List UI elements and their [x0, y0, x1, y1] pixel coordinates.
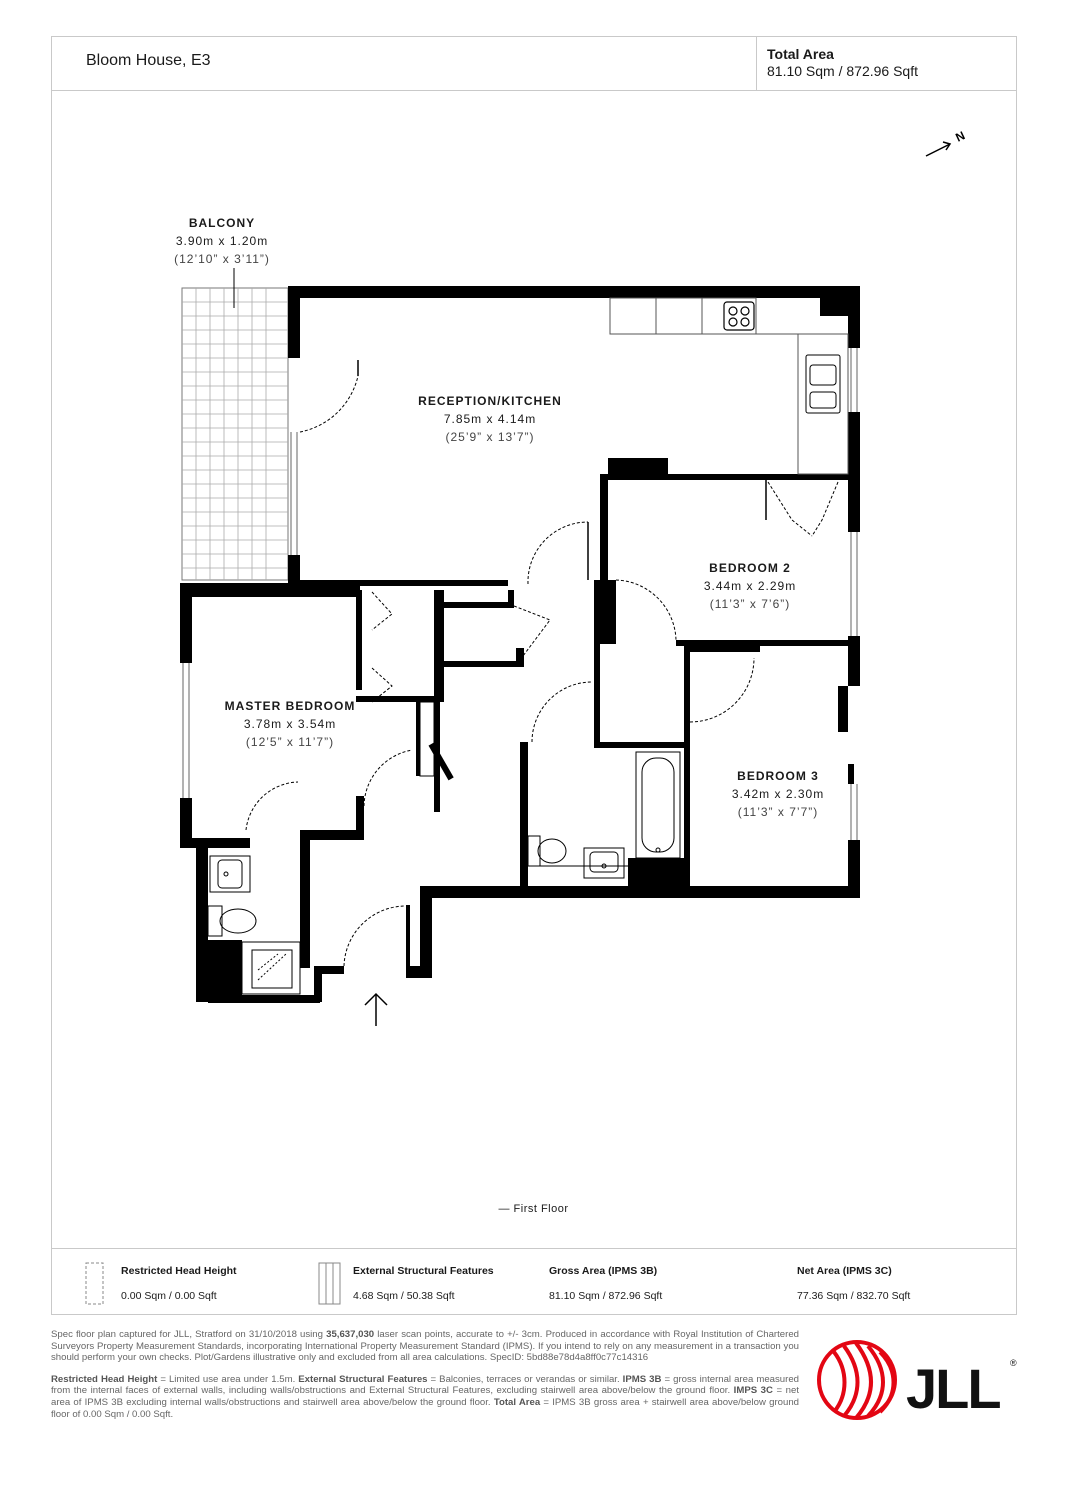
disclaimer-paragraph-1: Spec floor plan captured for JLL, Stratford on 31/10/2018 using 35,637,030 laser scan points, accurate to +/- 3cm. Produced in accordance with Royal Institution of Chartered Surveyors Property Measurement Standards, incorporating International Property Measurement Standard (IPMS). If you intend to rely on any measurement in a transaction you should perform your own checks. Plot/Gardens illustrative only and excluded from all area calculations. SpecID: 5bd88e78d4a8ff0c77c14316	[51, 1329, 799, 1364]
doors	[246, 376, 838, 966]
dashed-box-icon	[86, 1263, 103, 1304]
bedroom-3-name: BEDROOM 3	[737, 769, 819, 783]
window-box-icon	[319, 1263, 340, 1304]
master-bedroom-imperial: (12’5” x 11’7”)	[245, 735, 335, 749]
disclaimer	[51, 1329, 799, 1430]
north-label: N	[953, 128, 968, 145]
jll-logo-text: JLL	[906, 1357, 1000, 1420]
toilet-icon	[528, 836, 566, 866]
legend-net-value: 77.36 Sqm / 832.70 Sqft	[797, 1290, 911, 1302]
balcony-area	[182, 268, 288, 580]
property-title: Bloom House, E3	[86, 52, 211, 69]
master-bedroom-label	[210, 697, 370, 751]
legend-net-label: Net Area (IPMS 3C)	[797, 1265, 892, 1277]
kitchen-units	[610, 298, 848, 474]
legend-restricted-label: Restricted Head Height	[121, 1265, 237, 1277]
bedroom-2-imperial: (11’3” x 7’6”)	[709, 597, 791, 611]
jll-logo-mark	[819, 1342, 895, 1418]
balcony-metric: 3.90m x 1.20m	[175, 234, 269, 248]
floor-label: — First Floor	[498, 1203, 569, 1215]
balcony-name: BALCONY	[188, 216, 256, 230]
reception-metric: 7.85m x 4.14m	[443, 412, 537, 426]
balcony-imperial: (12’10” x 3’11”)	[174, 252, 270, 266]
ensuite-toilet-icon	[208, 906, 256, 936]
disclaimer-paragraph-2: Restricted Head Height = Limited use area under 1.5m. External Structural Features = Balconies, terraces or verandas or similar. IPMS 3B = gross internal area measured from the internal faces of external walls, including walls/obstructions and External Structural Features, excluding stairwell area above/below the ground floor. IMPS 3C = net area of IPMS 3B excluding internal walls/obstructions and stairwell area above/below the ground floor. Total Area = IPMS 3B gross area + stairwell area above/below ground floor of 0.00 Sqm / 0.00 Sqft.	[51, 1373, 799, 1420]
jll-registered-mark: ®	[1010, 1358, 1017, 1368]
bedroom-2-metric: 3.44m x 2.29m	[703, 579, 797, 593]
reception-label	[390, 392, 590, 446]
reception-imperial: (25’9” x 13’7”)	[445, 430, 535, 444]
entrance-arrow-icon	[365, 994, 387, 1026]
legend-restricted-value: 0.00 Sqm / 0.00 Sqft	[121, 1290, 217, 1302]
master-bedroom-name: MASTER BEDROOM	[224, 699, 356, 713]
reception-name: RECEPTION/KITCHEN	[418, 394, 562, 408]
shower-icon	[242, 942, 300, 994]
bedroom-3-metric: 3.42m x 2.30m	[731, 787, 825, 801]
north-arrow-icon	[926, 128, 967, 156]
total-area-label: Total Area	[767, 46, 834, 62]
bedroom-3-imperial: (11’3” x 7’7”)	[737, 805, 819, 819]
bedroom-2-label	[680, 559, 820, 613]
total-area-value: 81.10 Sqm / 872.96 Sqft	[767, 63, 918, 79]
basin-icon	[528, 848, 628, 878]
legend-external-label: External Structural Features	[353, 1265, 494, 1277]
legend-external-value: 4.68 Sqm / 50.38 Sqft	[353, 1290, 455, 1302]
legend-gross-value: 81.10 Sqm / 872.96 Sqft	[549, 1290, 663, 1302]
wardrobe	[420, 702, 434, 776]
legend-gross-label: Gross Area (IPMS 3B)	[549, 1265, 658, 1277]
balcony-label	[160, 214, 284, 268]
master-bedroom-metric: 3.78m x 3.54m	[243, 717, 337, 731]
bath-icon	[636, 752, 680, 858]
bedroom-2-name: BEDROOM 2	[709, 561, 791, 575]
legend-divider	[51, 1248, 1017, 1249]
bedroom-3-label	[708, 767, 848, 821]
ensuite-basin-icon	[210, 856, 250, 892]
